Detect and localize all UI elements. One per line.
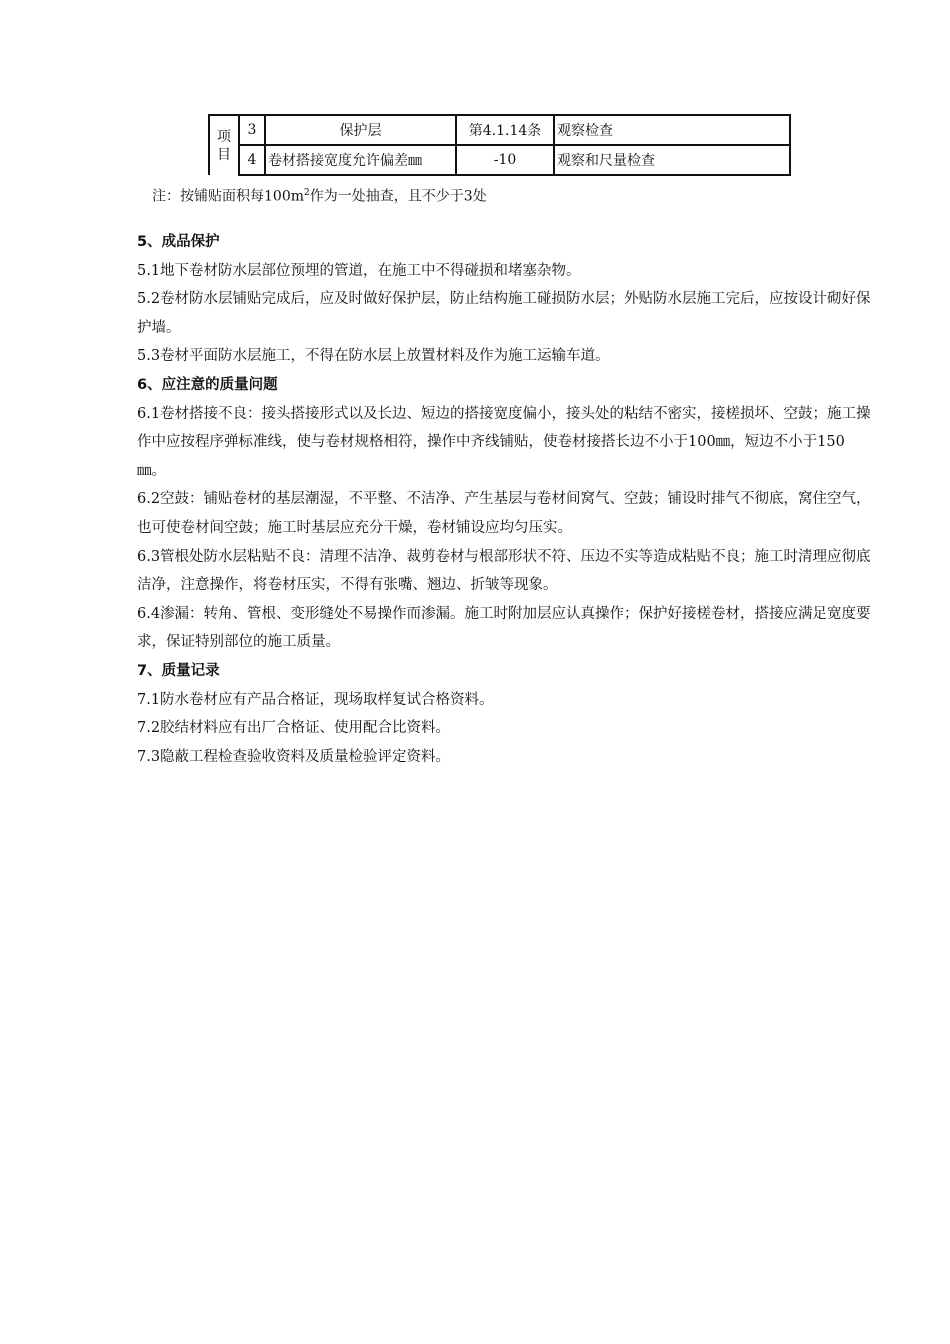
note-suffix: 作为一处抽查，且不少于3处 (309, 188, 487, 205)
paragraph: 7.1防水卷材应有产品合格证，现场取样复试合格资料。 (137, 691, 494, 708)
item-name-cell: 保护层 (265, 115, 456, 145)
row-number-cell: 4 (239, 145, 265, 175)
paragraph: 6.2空鼓：铺贴卷材的基层潮湿，不平整、不洁净、产生基层与卷材间窝气、空鼓；铺设时排气不彻底，窝住空气，也可使卷材间空鼓；施工时基层应充分干燥，卷材铺设应均匀压实。 (137, 491, 871, 536)
table-row (209, 145, 790, 175)
item-name-cell: 卷材搭接宽度允许偏差㎜ (265, 145, 456, 175)
section-heading: 7、质量记录 (137, 662, 220, 679)
paragraph: 6.1卷材搭接不良：接头搭接形式以及长边、短边的搭接宽度偏小，接头处的粘结不密实，接槎损坏、空鼓；施工操作中应按程序弹标准线，使与卷材规格相符，操作中齐线铺贴，使卷材接搭长边不小于100㎜，短边不小于150㎜。 (137, 405, 871, 479)
paragraph: 5.2卷材防水层铺贴完成后，应及时做好保护层，防止结构施工碰损防水层；外贴防水层施工完后，应按设计砌好保护墙。 (137, 291, 871, 336)
note-prefix: 注：按铺贴面积每100m (152, 188, 304, 205)
section-heading: 5、成品保护 (137, 234, 220, 250)
paragraph: 6.4渗漏：转角、管根、变形缝处不易操作而渗漏。施工时附加层应认真操作；保护好接槎卷材，搭接应满足宽度要求，保证特别部位的施工质量。 (137, 605, 871, 651)
document-body (137, 228, 872, 771)
standard-cell: -10 (456, 145, 554, 175)
group-label-cell (209, 115, 239, 175)
table-row (209, 115, 790, 145)
paragraph: 5.1地下卷材防水层部位预埋的管道，在施工中不得碰损和堵塞杂物。 (137, 262, 581, 279)
inspection-table-grid (208, 114, 791, 176)
note-superscript: 2 (304, 188, 310, 198)
paragraph: 5.3卷材平面防水层施工，不得在防水层上放置材料及作为施工运输车道。 (137, 348, 610, 365)
section-heading: 6、应注意的质量问题 (137, 376, 278, 393)
paragraph: 7.2胶结材料应有出厂合格证、使用配合比资料。 (137, 720, 451, 737)
method-cell: 观察检查 (554, 115, 790, 145)
inspection-table (208, 114, 791, 176)
paragraph: 6.3管根处防水层粘贴不良：清理不洁净、裁剪卷材与根部形状不符、压边不实等造成粘贴不良；施工时清理应彻底洁净，注意操作，将卷材压实，不得有张嘴、翘边、折皱等现象。 (137, 548, 871, 594)
table-note (152, 182, 487, 208)
group-label-line2: 目 (217, 146, 231, 163)
method-cell: 观察和尺量检查 (554, 145, 790, 175)
paragraph: 7.3隐蔽工程检查验收资料及质量检验评定资料。 (137, 748, 451, 765)
standard-cell: 第4.1.14条 (456, 115, 554, 145)
group-label-line1: 项 (217, 128, 231, 145)
row-number-cell: 3 (239, 115, 265, 145)
